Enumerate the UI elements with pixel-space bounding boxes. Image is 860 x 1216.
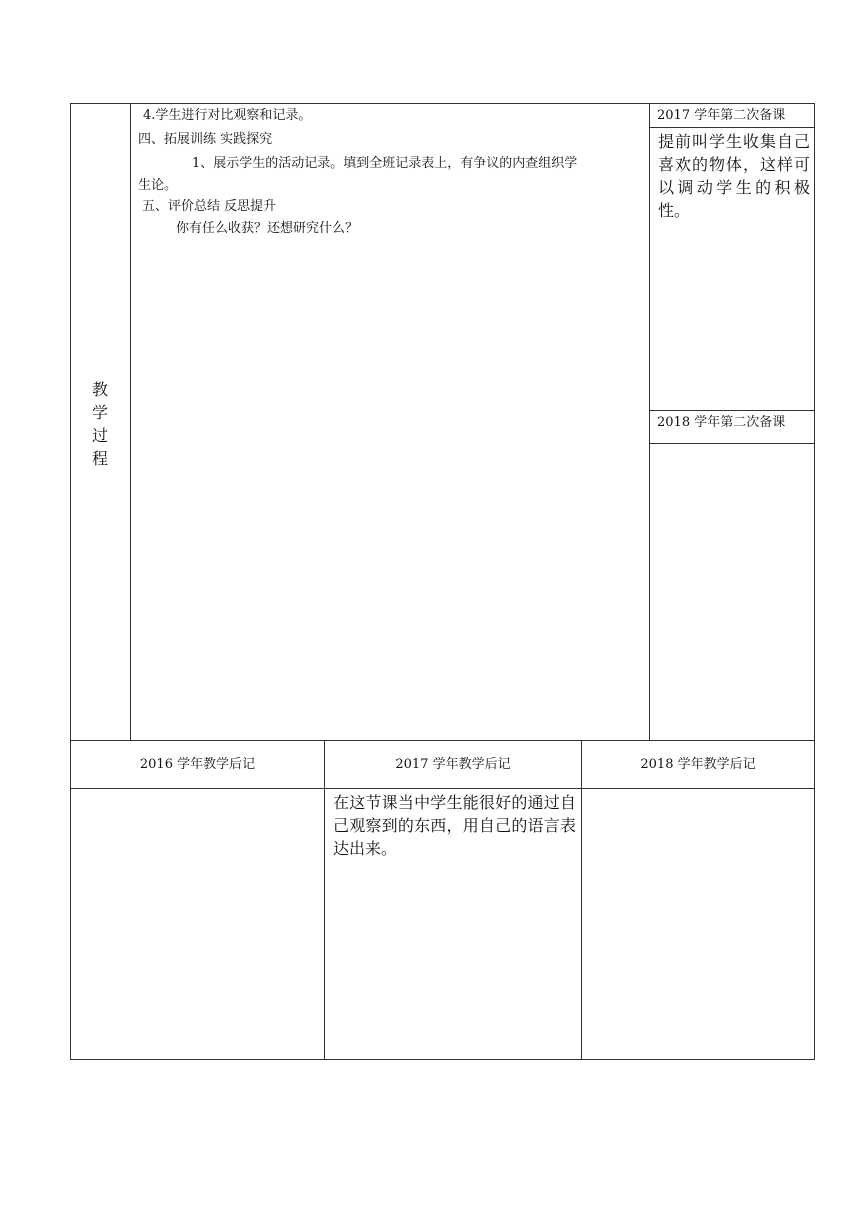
process-line: 五、评价总结 反思提升 [142,199,277,214]
row-label-char: 教 [91,380,108,399]
side-2017-text: 提前叫学生收集自己喜欢的物体，这样可以调动学生的积极性。 [658,132,810,220]
process-line: 生论。 [138,178,178,193]
lower-col-border-1 [324,740,325,1060]
table-bottom-border [70,1059,815,1060]
table-right-border [814,103,815,1060]
row-label-teaching-process [90,378,110,470]
side-2018-top-border [650,410,815,411]
side-2018-header: 2018 学年第二次备课 [657,415,786,430]
header-2016-reflection: 2016 学年教学后记 [139,757,256,772]
process-line: 四、拓展训练 实践探究 [138,132,273,147]
label-column-border [130,103,131,741]
process-line: 1、展示学生的活动记录。填到全班记录表上，有争议的内查组织学 [192,156,578,171]
process-line: 你有任么收获？还想研究什么？ [176,221,359,236]
row-label-char: 程 [91,449,108,468]
lower-col-border-2 [581,740,582,1060]
header-2018-reflection: 2018 学年教学后记 [640,757,756,772]
side-column-border [649,103,650,741]
row-label-char: 过 [91,426,108,445]
side-2018-header-border [650,443,815,444]
table-top-border [70,103,815,104]
header-2017-reflection: 2017 学年教学后记 [395,757,511,772]
side-2017-header-border [650,127,815,128]
side-2017-header: 2017 学年第二次备课 [657,108,786,123]
note-2017: 在这节课当中学生能很好的通过自己观察到的东西，用自己的语言表达出来。 [333,793,576,858]
row-label-char: 学 [91,403,108,422]
table-left-border [70,103,71,1060]
process-line: 4.学生进行对比观察和记录。 [143,108,312,123]
upper-section-bottom-border [70,740,815,741]
header-row-bottom-border [70,788,815,789]
